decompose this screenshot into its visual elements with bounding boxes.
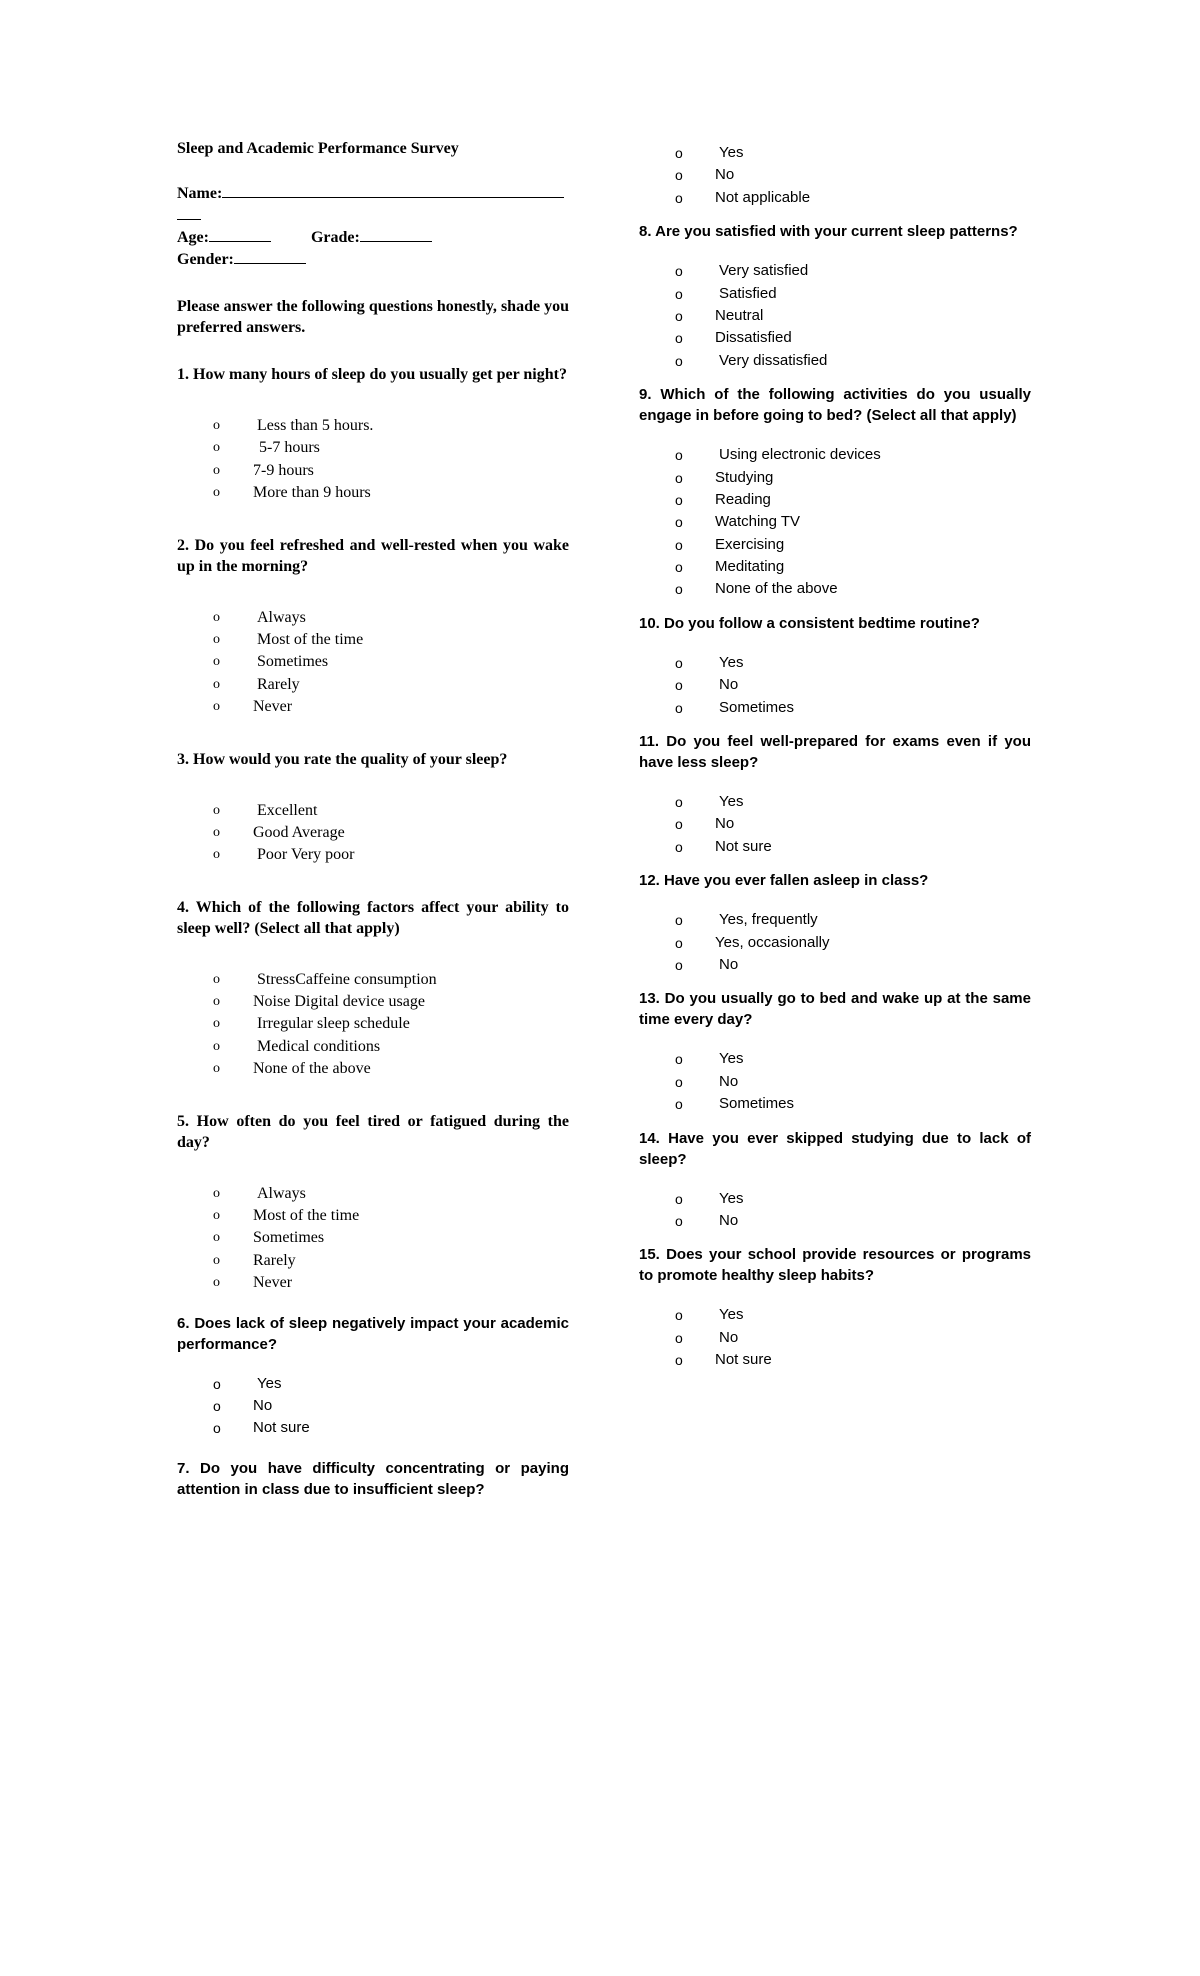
question-text: 1. How many hours of sleep do you usually get per night? [177,366,567,383]
option-label: Yes, frequently [719,911,818,929]
options-list [177,415,569,505]
bullet: o [675,1352,683,1369]
bullet: o [675,263,683,280]
option-label: Rarely [257,675,300,693]
bullet: o [213,847,220,863]
question-12 [639,870,1031,976]
question-text: 14. Have you ever skipped studying due to lack of sleep? [639,1129,1031,1168]
option-label: Yes [719,1306,744,1324]
bullet: o [675,559,683,576]
bullet: o [213,1208,220,1224]
name-field[interactable] [177,182,569,226]
option-label: Medical conditions [257,1037,381,1055]
option-label: Neutral [715,306,764,324]
option[interactable] [639,1188,1031,1210]
option[interactable] [177,1417,569,1439]
option-label: Not applicable [715,188,811,206]
option[interactable] [177,651,569,673]
option[interactable] [639,1304,1031,1326]
options-list [177,1373,569,1440]
option[interactable] [639,697,1031,719]
option[interactable] [639,327,1031,349]
option[interactable] [177,460,569,482]
option-label: No [719,676,739,694]
question-11 [639,731,1031,858]
question-4 [177,897,569,1081]
option-label: Always [257,608,306,626]
option-label: Yes [719,1050,744,1068]
option-label: Most of the time [253,1207,360,1225]
question-text: 8. Are you satisfied with your current sleep patterns? [639,223,1018,241]
option-label: Very dissatisfied [719,351,828,369]
option-label: Exercising [715,535,785,553]
bullet: o [213,1420,221,1437]
question-text: 5. How often do you feel tired or fatigued during the day? [177,1112,569,1151]
bullet: o [213,609,220,625]
bullet: o [675,189,683,206]
bullet: o [213,1016,220,1032]
option[interactable] [639,283,1031,305]
option-label: Excellent [257,801,318,819]
bullet: o [213,631,220,647]
option[interactable] [177,1013,569,1035]
gender-label: Gender: [177,251,234,268]
option[interactable] [177,822,569,844]
option[interactable] [639,1048,1031,1070]
gender-blank[interactable] [234,248,306,264]
bullet: o [675,956,683,973]
question-text: 3. How would you rate the quality of your sleep? [177,750,508,768]
bullet: o [675,167,683,184]
option-label: No [253,1396,273,1414]
bullet: o [675,307,683,324]
bullet: o [675,491,683,508]
option-label: No [719,1328,739,1346]
bullet: o [213,802,220,818]
option[interactable] [639,1071,1031,1093]
bullet: o [675,352,683,369]
grade-blank[interactable] [360,226,432,242]
option[interactable] [177,969,569,991]
bullet: o [675,330,683,347]
option-label: Good Average [253,823,345,841]
options-list [639,791,1031,858]
option-label: More than 9 hours [253,484,371,502]
option-label: Irregular sleep schedule [257,1015,410,1033]
option-label: Sometimes [719,698,795,716]
bullet: o [675,1307,683,1324]
question-text: 7. Do you have difficulty concentrating or paying attention in class due to insufficient sleep? [177,1459,569,1498]
bullet: o [675,838,683,855]
options-list [639,444,1031,601]
bullet: o [213,1375,221,1392]
option[interactable] [639,511,1031,533]
bullet: o [675,1073,683,1090]
option-label: Poor Very poor [257,846,355,864]
bullet: o [675,654,683,671]
question-text: 4. Which of the following factors affect your ability to sleep well? (Select all that apply) [177,898,569,937]
option-label: Noise Digital device usage [253,993,425,1011]
option-label: None of the above [715,580,838,598]
option[interactable] [177,1058,569,1080]
option[interactable] [639,813,1031,835]
question-text: 2. Do you feel refreshed and well-rested when you wake up in the morning? [177,536,569,575]
option-label: StressCaffeine consumption [257,970,437,988]
option-label: Studying [715,468,774,486]
options-list [639,260,1031,372]
options-list [639,1304,1031,1371]
option[interactable] [177,1183,569,1205]
option-label: Never [253,698,293,716]
option[interactable] [639,1327,1031,1349]
bullet: o [675,1212,683,1229]
question-14 [639,1128,1031,1233]
option[interactable] [177,1272,569,1294]
right-column [639,142,1031,1372]
option-label: No [719,1211,739,1229]
option-label: No [715,815,735,833]
option[interactable] [177,1227,569,1249]
bullet: o [213,485,220,501]
bullet: o [675,581,683,598]
bullet: o [213,1252,220,1268]
option-label: No [719,1072,739,1090]
options-list [177,969,569,1081]
option[interactable] [177,1250,569,1272]
option-label: Sometimes [719,1095,795,1113]
options-list [639,652,1031,719]
option[interactable] [177,674,569,696]
question-text: 6. Does lack of sleep negatively impact your academic performance? [177,1314,569,1353]
question-2 [177,535,569,719]
option-label: None of the above [253,1060,371,1078]
bullet: o [675,816,683,833]
option-label: Satisfied [719,284,777,302]
option[interactable] [639,1349,1031,1371]
option[interactable] [177,1373,569,1395]
option-label: Less than 5 hours. [257,417,374,434]
bullet: o [213,1038,220,1054]
option-label: Not sure [715,837,772,855]
option[interactable] [639,489,1031,511]
bullet: o [213,654,220,670]
options-list [177,607,569,719]
bullet: o [213,994,220,1010]
question-10 [639,613,1031,719]
option[interactable] [177,482,569,504]
option-label: Yes [257,1374,282,1392]
gender-row [177,248,569,270]
option-label: Yes [719,653,744,671]
option-label: Using electronic devices [719,446,881,464]
question-text: 11. Do you feel well-prepared for exams even if you have less sleep? [639,733,1031,772]
option[interactable] [639,350,1031,372]
option-label: Not sure [253,1419,310,1437]
bullet: o [675,934,683,951]
option-label: No [715,166,735,184]
option[interactable] [639,578,1031,600]
option-label: Sometimes [257,653,329,671]
bullet: o [675,794,683,811]
question-8 [639,221,1031,372]
bullet: o [213,1397,221,1414]
bullet: o [675,447,683,464]
option[interactable] [177,415,569,437]
bullet: o [213,824,220,840]
option[interactable] [639,556,1031,578]
question-5 [177,1111,569,1295]
question-13 [639,988,1031,1115]
option[interactable] [639,791,1031,813]
bullet: o [213,676,220,692]
bullet: o [213,1275,220,1291]
question-3 [177,749,569,867]
option-label: Reading [715,490,771,508]
option[interactable] [639,467,1031,489]
option-label: Yes [719,1189,744,1207]
question-text: 15. Does your school provide resources or programs to promote healthy sleep habits? [639,1246,1031,1285]
bullet: o [675,1096,683,1113]
bullet: o [213,1185,220,1201]
instructions: Please answer the following questions honestly, shade you preferred answers. [177,298,569,336]
option-label: Rarely [253,1251,296,1269]
bullet: o [213,440,220,456]
option[interactable] [639,534,1031,556]
name-blank-continued [177,204,201,220]
bullet: o [213,1061,220,1077]
option[interactable] [639,652,1031,674]
option-label: Very satisfied [719,262,809,280]
age-label: Age: [177,229,209,246]
bullet: o [675,1329,683,1346]
option[interactable] [639,1210,1031,1232]
option[interactable] [639,164,1031,186]
option[interactable] [639,1093,1031,1115]
question-7 [177,1458,569,1500]
option[interactable] [639,932,1031,954]
bullet: o [675,145,683,161]
options-list [639,1048,1031,1115]
name-label: Name: [177,185,223,202]
option-label: Sometimes [253,1229,325,1247]
option-label: Yes [719,144,744,161]
option[interactable] [177,696,569,718]
option-label: Dissatisfied [715,329,792,347]
option-label: Yes [719,793,744,811]
option[interactable] [177,844,569,866]
options-list [639,1188,1031,1233]
options-list [639,909,1031,976]
name-blank[interactable] [222,182,564,198]
question-7-options [639,142,1031,209]
survey-title: Sleep and Academic Performance Survey [177,140,459,157]
bullet: o [675,1190,683,1207]
option[interactable] [177,800,569,822]
bullet: o [213,971,220,987]
option-label: Most of the time [257,630,364,648]
option-label: 5-7 hours [259,439,320,457]
bullet: o [675,536,683,553]
bullet: o [675,912,683,929]
question-text: 10. Do you follow a consistent bedtime routine? [639,614,980,632]
bullet: o [675,699,683,716]
option-label: Not sure [715,1351,772,1369]
option[interactable] [177,629,569,651]
option[interactable] [639,444,1031,466]
option[interactable] [177,1205,569,1227]
bullet: o [675,469,683,486]
question-15 [639,1244,1031,1371]
option-label: Meditating [715,558,785,576]
question-text: 13. Do you usually go to bed and wake up at the same time every day? [639,990,1031,1029]
options-list [177,1183,569,1295]
option[interactable] [177,1036,569,1058]
question-6 [177,1313,569,1440]
option[interactable] [177,1395,569,1417]
option[interactable] [177,991,569,1013]
age-blank[interactable] [209,226,271,242]
bullet: o [675,514,683,531]
option[interactable] [177,607,569,629]
option[interactable] [639,909,1031,931]
bullet: o [213,699,220,715]
question-text: 9. Which of the following activities do you usually engage in before going to bed? (Select all that apply) [639,386,1031,425]
option[interactable] [639,187,1031,209]
bullet: o [213,418,220,433]
bullet: o [213,462,220,478]
option[interactable] [639,674,1031,696]
bullet: o [675,285,683,302]
option-label: Always [257,1184,306,1202]
option[interactable] [177,437,569,459]
option-label: Yes, occasionally [715,933,830,951]
question-text: 12. Have you ever fallen asleep in class? [639,872,929,890]
bullet: o [213,1230,220,1246]
option[interactable] [639,836,1031,858]
option-label: 7-9 hours [253,461,314,479]
grade-label: Grade: [310,229,360,246]
bullet: o [675,677,683,694]
option[interactable] [639,260,1031,282]
question-1 [177,364,569,505]
age-grade-row [177,226,569,248]
left-column [177,140,569,1500]
option-label: Never [253,1274,293,1292]
question-9 [639,384,1031,601]
bullet: o [675,1051,683,1068]
option[interactable] [639,142,1031,164]
option[interactable] [639,305,1031,327]
option-label: No [719,955,739,973]
option-label: Watching TV [715,513,801,531]
options-list [177,800,569,867]
option[interactable] [639,954,1031,976]
